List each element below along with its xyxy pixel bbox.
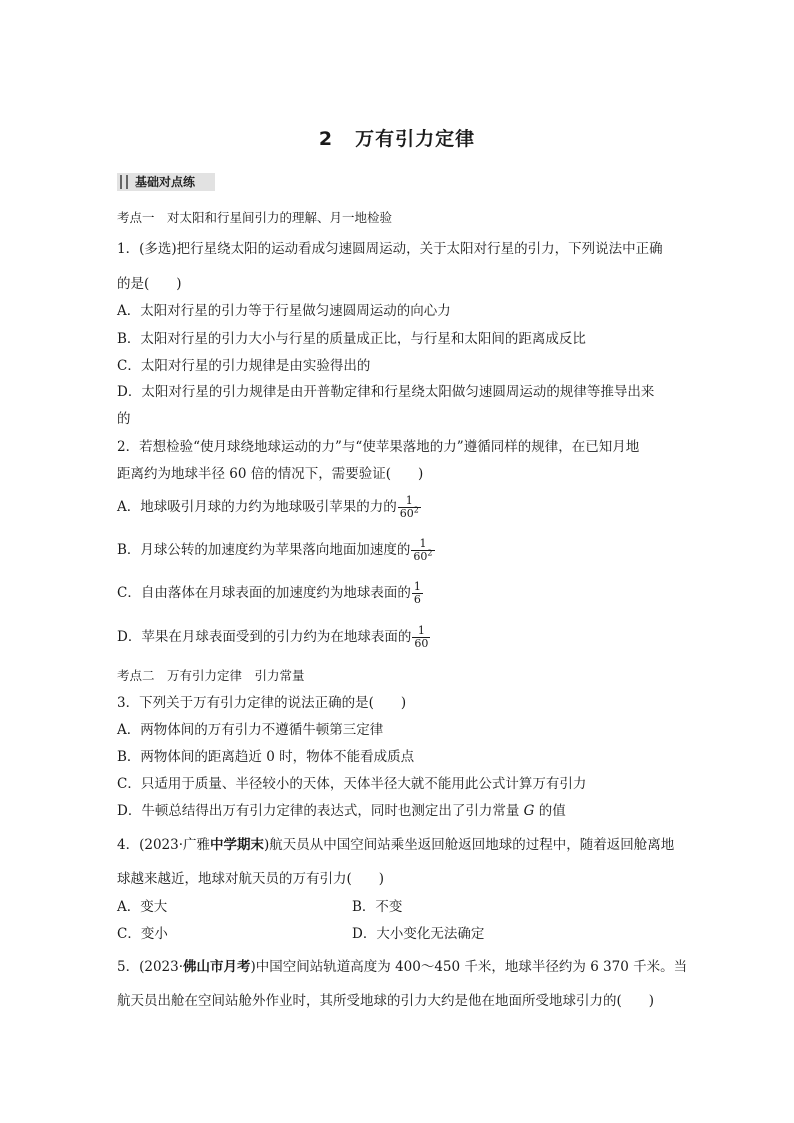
q4-option-a: A．变大 (117, 899, 168, 915)
q5-stem-line1 (117, 958, 687, 976)
q3-option-d (117, 802, 566, 820)
q1-option-a: A．太阳对行星的引力等于行星做匀速圆周运动的向心力 (117, 303, 451, 319)
q3-option-a: A．两物体间的万有引力不遵循牛顿第三定律 (117, 722, 384, 738)
q5-stem-text: )中国空间站轨道高度为 400～450 千米，地球半径约为 6 370 千米。当 (250, 959, 688, 975)
fraction-exponent: 2 (413, 505, 419, 515)
q2-option-d-fraction (412, 625, 430, 650)
q2-stem-line2: 距离约为地球半径 60 倍的情况下，需要验证( ) (117, 466, 424, 482)
q2-option-a (117, 494, 421, 520)
q3-option-b: B．两物体间的距离趋近 0 时，物体不能看成质点 (117, 749, 415, 765)
page-title (0, 124, 794, 151)
q1-option-d-line1: D．太阳对行星的引力规律是由开普勒定律和行星绕太阳做匀速圆周运动的规律等推导出来 (117, 384, 655, 400)
q2-option-b-fraction (411, 538, 434, 563)
q4-stem-line1 (117, 836, 674, 854)
q2-option-c (117, 580, 423, 606)
q3-option-d-variable: G (523, 803, 535, 819)
title-text: 万有引力定律 (355, 128, 476, 150)
section-tag-label: 基础对点练 (135, 175, 196, 189)
fraction-exponent: 2 (427, 548, 433, 558)
q4-option-c: C．变小 (117, 926, 168, 942)
q2-option-a-text: A．地球吸引月球的力约为地球吸引苹果的力的 (117, 499, 397, 515)
q4-source: 中学期末 (210, 837, 265, 853)
q3-option-c: C．只适用于质量、半径较小的天体，天体半径大就不能用此公式计算万有引力 (117, 776, 587, 792)
q4-stem-line2: 球越来越近，地球对航天员的万有引力( ) (117, 871, 385, 887)
q3-option-d-suffix: 的值 (534, 803, 566, 819)
kaodian-1-heading: 考点一 对太阳和行星间引力的理解、月一地检验 (117, 210, 393, 225)
q4-option-b: B．不变 (352, 899, 403, 915)
q2-option-c-text: C．自由落体在月球表面的加速度约为地球表面的 (117, 585, 411, 601)
fraction-denominator: 6 (413, 593, 421, 606)
kaodian-2-heading: 考点二 万有引力定律 引力常量 (117, 668, 305, 683)
q1-option-b: B．太阳对行星的引力大小与行星的质量成正比，与行星和太阳间的距离成反比 (117, 331, 586, 347)
fraction-denominator (398, 505, 421, 520)
fraction-numerator: 1 (412, 625, 430, 638)
fraction-numerator: 1 (411, 538, 434, 551)
section-tag (117, 173, 215, 191)
q1-stem-line2: 的是( ) (117, 276, 182, 292)
q2-option-b-text: B．月球公转的加速度约为苹果落向地面加速度的 (117, 542, 411, 558)
q5-stem-line2: 航天员出舱在空间站舱外作业时，其所受地球的引力大约是他在地面所受地球引力的( ) (117, 993, 655, 1009)
q2-option-a-fraction (398, 495, 421, 520)
fraction-denominator: 60 (414, 637, 429, 650)
q2-option-d (117, 624, 430, 650)
q2-option-d-text: D．苹果在月球表面受到的引力约为在地球表面的 (117, 629, 412, 645)
q5-prefix: 5．(2023· (117, 959, 184, 975)
fraction-numerator: 1 (413, 580, 421, 593)
q4-option-d: D．大小变化无法确定 (352, 926, 485, 942)
fraction-numerator: 1 (398, 495, 421, 508)
fraction-denominator-base: 60 (413, 550, 428, 563)
q3-stem: 3．下列关于万有引力定律的说法正确的是( ) (117, 695, 407, 711)
q3-option-d-text: D．牛顿总结得出万有引力定律的表达式，同时也测定出了引力常量 (117, 803, 524, 819)
fraction-denominator-base: 60 (399, 507, 414, 520)
fraction-denominator (411, 548, 434, 563)
q2-option-b (117, 537, 435, 563)
q2-stem-line1: 2．若想检验“使月球绕地球运动的力”与“使苹果落地的力”遵循同样的规律，在已知月地 (117, 439, 640, 455)
q1-option-c: C．太阳对行星的引力规律是由实验得出的 (117, 358, 371, 374)
q5-source: 佛山市月考 (183, 959, 251, 975)
q1-option-d-line2: 的 (117, 411, 131, 427)
section-bar-icon (120, 175, 128, 189)
title-number: 2 (318, 128, 334, 150)
q4-prefix: 4．(2023·广雅 (117, 837, 211, 853)
q2-option-c-fraction (412, 581, 423, 606)
q4-stem-text: )航天员从中国空间站乘坐返回舱返回地球的过程中，随着返回舱离地 (264, 837, 675, 853)
q1-stem-line1: 1．(多选)把行星绕太阳的运动看成匀速圆周运动，关于太阳对行星的引力，下列说法中正确 (117, 241, 663, 257)
